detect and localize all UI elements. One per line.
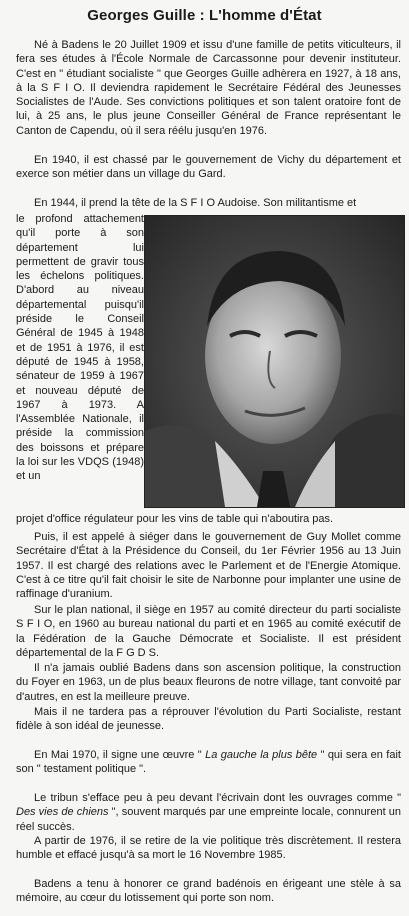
paragraph-8-text-b: " qui sera en fait son " testament politique ". — [16, 749, 401, 776]
paragraph-9 — [16, 791, 401, 834]
paragraph-9-text-b: ", souvent marqués par une empreinte locale, connurent un réel succès. — [16, 806, 401, 833]
paragraph-3-intro: En 1944, il prend la tête de la S F I O Audoise. Son militantisme et — [34, 197, 357, 209]
paragraph-11: Badens a tenu à honorer ce grand badénois en érigeant une stèle à sa mémoire, au cœur du lotissement qui porte son nom. — [16, 878, 401, 905]
paragraph-1: Né à Badens le 20 Juillet 1909 et issu d'une famille de petits viticulteurs, il fera ses études à l'École Normale de Carcassonne pour devenir instituteur. C'est en " étudiant socialiste " que Georges Guille adhèrera en 1927, à 18 ans, à la S F I O. Il deviendra rapidement le Secrétaire Fédéral des Jeunesses Socialistes de l'Aude. Ses convictions politiques et son talent oratoire font de lui, à 25 ans, le plus jeune Conseiller Général de France représentant le Canton de Capendu, où il sera réélu jusqu'en 1976. — [16, 39, 401, 137]
book-title-des-vies: Des vies de chiens — [16, 806, 109, 819]
paragraph-9-text-a: Le tribun s'efface peu à peu devant l'écrivain dont les ouvrages comme " — [34, 792, 401, 804]
portrait-photo — [144, 215, 405, 508]
paragraph-4: Puis, il est appelé à siéger dans le gouvernement de Guy Mollet comme Secrétaire d'État à la Présidence du Conseil, du 1er Février 1956 au 13 Juin 1957. Il est chargé des relations avec le Parlement et de l'Energie Atomique. C'est à ce titre qu'il fait choisir le site de Narbonne pour implanter une usine de raffinage d'uranium. — [16, 531, 401, 601]
paragraph-6: Il n'a jamais oublié Badens dans son ascension politique, la construction du Foyer en 1963, un de plus beaux fleurons de notre village, tant convoité par d'autres, en est la meilleure preuve. — [16, 662, 401, 703]
paragraph-8-text-a: En Mai 1970, il signe une œuvre " — [34, 749, 202, 761]
paragraph-10: A partir de 1976, il se retire de la vie politique très discrètement. Il restera humble et effacé jusqu'à sa mort le 16 Novembre 1985. — [16, 835, 401, 862]
paragraph-2: En 1940, il est chassé par le gouvernement de Vichy du département et exerce son métier dans un village du Gard. — [16, 154, 401, 181]
page-title: Georges Guille : L'homme d'État — [87, 7, 322, 24]
paragraph-7: Mais il ne tardera pas a réprouver l'évolution du Parti Socialiste, restant fidèle à son idéal de jeunesse. — [16, 706, 401, 733]
paragraph-3-column: le profond attachement qu'il porte à son département lui permettent de gravir tous les échelons politiques. D'abord au niveau départemental puisqu'il préside le Conseil Général de 1945 à 1948 et de 1951 à 1976, il est député de 1945 à 1958, sénateur de 1959 à 1967 et nouveau député de 1967 à 1973. A l'Assemblée Nationale, il préside la commission des boissons et prépare la loi sur les VDQS (1948) et un — [16, 213, 144, 483]
paragraph-3-end: projet d'office régulateur pour les vins de table qui n'aboutira pas. — [16, 513, 334, 525]
book-title-la-gauche: La gauche la plus bête — [201, 749, 318, 761]
paragraph-5: Sur le plan national, il siège en 1957 au comité directeur du parti socialiste S F I O, en 1960 au bureau national du parti et en 1965 au comité exécutif de la Fédération de la Gauche Démocrate et Socialiste. Il est président départemental de la F G D S. — [16, 604, 401, 659]
paragraph-8 — [16, 748, 401, 777]
